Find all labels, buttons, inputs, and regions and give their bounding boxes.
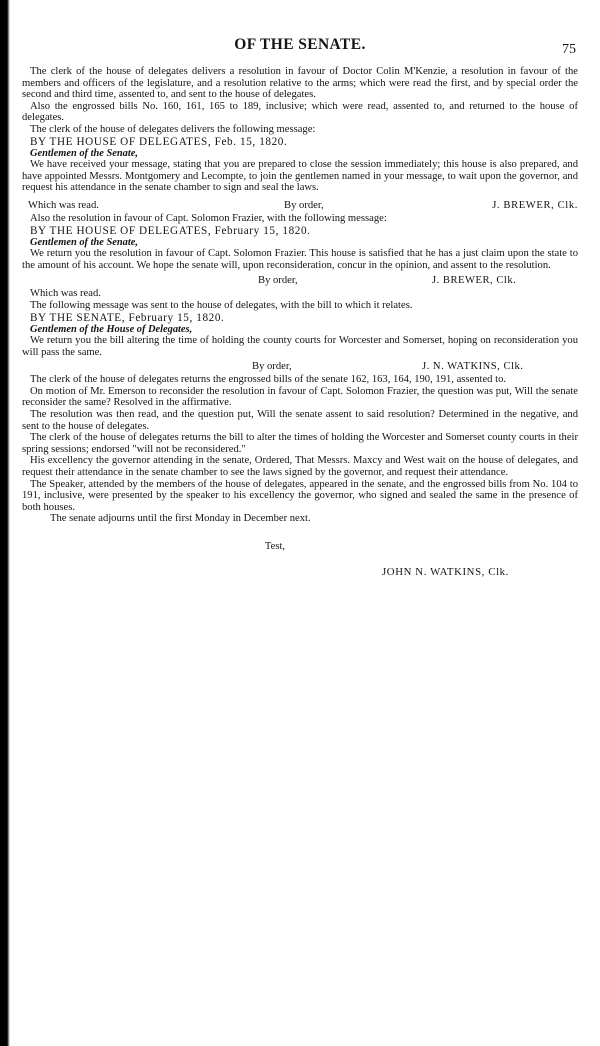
by-order: By order,	[284, 199, 324, 211]
final-clerk-name: JOHN N. WATKINS, Clk.	[382, 565, 509, 578]
paragraph: Also the resolution in favour of Capt. Solomon Frazier, with the following message:	[30, 212, 387, 224]
book-binding-edge	[0, 0, 10, 1046]
message-dateline: BY THE HOUSE OF DELEGATES, February 15, 1820.	[30, 224, 311, 237]
message-dateline: BY THE SENATE, February 15, 1820.	[30, 311, 225, 324]
clerk-signature: J. N. WATKINS, Clk.	[422, 361, 524, 373]
paragraph: On motion of Mr. Emerson to reconsider the resolution in favour of Capt. Solomon Frazier, the question was put, Will the senate reconsider the same? Resolved in the affirmative.	[22, 385, 578, 409]
page-body	[22, 66, 578, 581]
paragraph: The clerk of the house of delegates delivers the following message:	[30, 123, 316, 135]
signature-row	[22, 275, 578, 288]
final-clerk-signature	[22, 567, 578, 581]
paragraph: The following message was sent to the house of delegates, with the bill to which it relates.	[30, 299, 413, 311]
paragraph: Which was read.	[30, 288, 101, 300]
by-order: By order,	[258, 275, 298, 287]
read-note: Which was read.	[28, 199, 99, 211]
paragraph: His excellency the governor attending in the senate, Ordered, That Messrs. Maxcy and West wait on the house of delegates, and request their attendance in the senate chamber to see the laws signed by the governor, and request their attendance.	[22, 455, 578, 479]
paragraph: The clerk of the house of delegates returns the engrossed bills of the senate 162, 163, 164, 190, 191, assented to.	[30, 374, 507, 386]
message-salutation: Gentlemen of the House of Delegates,	[30, 323, 193, 335]
paragraph: The clerk of the house of delegates returns the bill to alter the times of holding the Worcester and Somerset county courts in their spring sessions; endorsed "will not be reconsidered."	[22, 432, 578, 455]
paragraph: The resolution was then read, and the question put, Will the senate assent to said resolution? Determined in the negative, and sent to the house of delegates.	[22, 409, 578, 432]
message-salutation: Gentlemen of the Senate,	[30, 147, 138, 159]
message-salutation: Gentlemen of the Senate,	[30, 236, 138, 248]
paragraph: The clerk of the house of delegates delivers a resolution in favour of Doctor Colin M'Kenzie, a resolution in favour of the members and officers of the legislature, and a resolution relative to the arms; which were read the first, and by special order the second and third time, assented to, and sent to the house of delegates.	[22, 66, 578, 101]
running-head: OF THE SENATE.	[234, 36, 366, 53]
paragraph: We return you the resolution in favour of Capt. Solomon Frazier. This house is satisfied that he has a just claim upon the state to the amount of his account. We hope the senate will, upon reconsideration, concur in the opinion, and assent to the resolution.	[22, 248, 578, 271]
paragraph: The Speaker, attended by the members of the house of delegates, appeared in the senate, and the engrossed bills from No. 104 to 191, inclusive, were presented by the speaker to his excellency the governor, who signed and sealed the same in the presence of both houses.	[22, 478, 578, 513]
page-header	[22, 36, 578, 60]
paragraph: We return you the bill altering the time of holding the county courts for Worcester and Somerset, hoping on reconsideration you will pass the same.	[22, 335, 578, 358]
clerk-signature: J. BREWER, Clk.	[492, 199, 578, 211]
adjournment-line: The senate adjourns until the first Monday in December next.	[50, 513, 311, 525]
document-page	[22, 36, 578, 581]
page-number: 75	[562, 42, 576, 57]
test-attestation: Test,	[264, 541, 286, 552]
paragraph: We have received your message, stating that you are prepared to close the session immediately; this house is also prepared, and have appointed Messrs. Montgomery and Lecompte, to join the gentlemen named in your message, to wait upon the governor, and request his attendance in the senate chamber to sign and seal the laws.	[22, 159, 578, 194]
clerk-signature: J. BREWER, Clk.	[432, 275, 517, 287]
by-order: By order,	[252, 361, 292, 373]
signature-row	[22, 200, 578, 213]
signature-row	[22, 361, 578, 374]
paragraph: Also the engrossed bills No. 160, 161, 165 to 189, inclusive; which were read, assented to, and returned to the house of delegates.	[22, 100, 578, 124]
message-dateline: BY THE HOUSE OF DELEGATES, Feb. 15, 1820.	[30, 135, 288, 148]
